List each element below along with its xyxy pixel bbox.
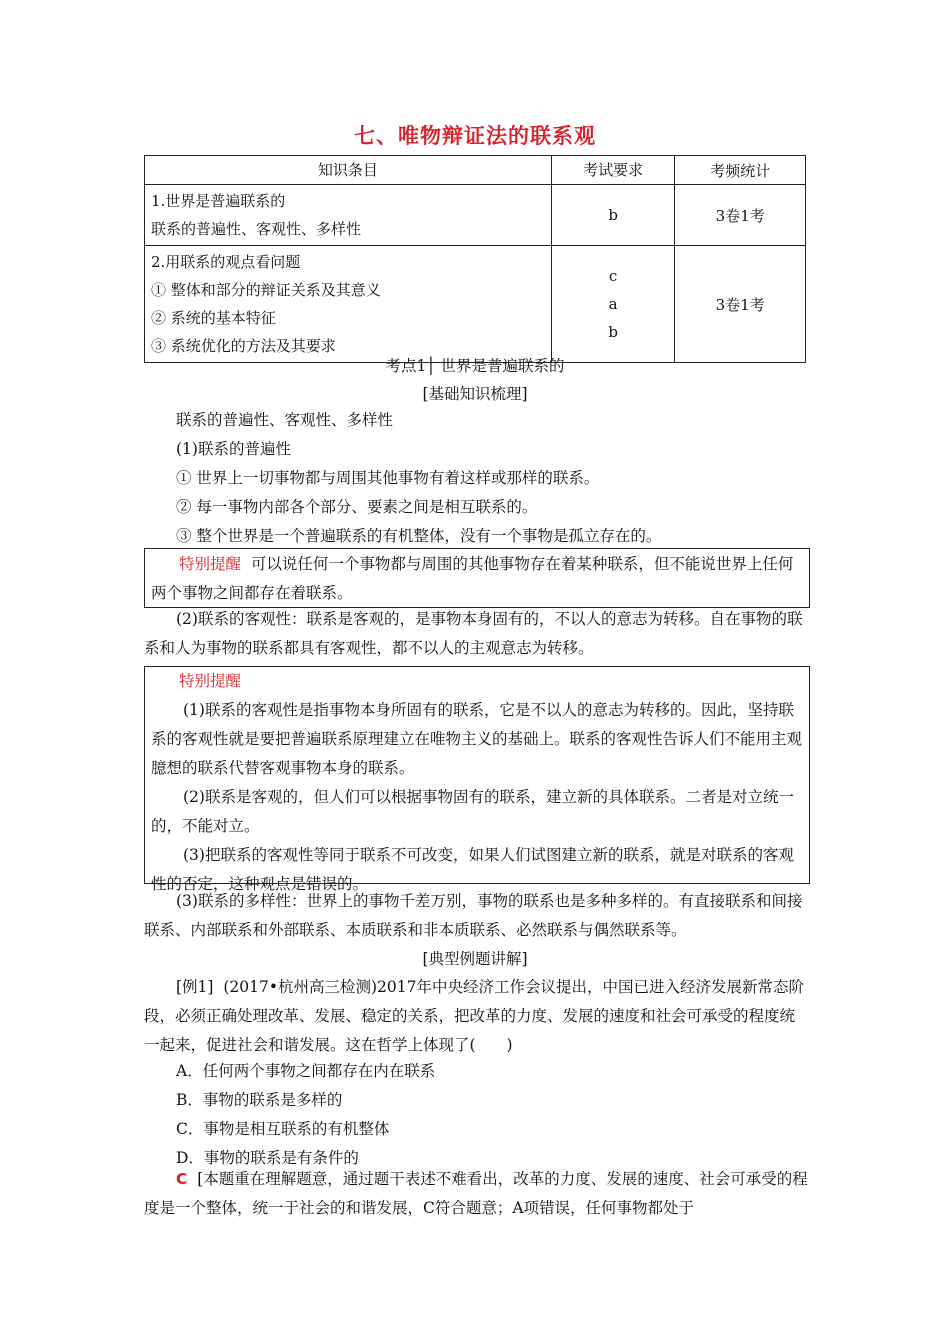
examples-heading: [典型例题讲解]: [422, 950, 528, 968]
example-question: [144, 973, 810, 1060]
explanation-text: [本题重在理解题意，通过题干表述不难看出，改革的力度、发展的速度、社会可承受的程度是一个整体，统一于社会的和谐发展，C符合题意；A项错误，任何事物都处于: [144, 1170, 808, 1217]
diversity-paragraph: (3)联系的多样性：世界上的事物千差万别，事物的联系也是多种多样的。有直接联系和间接联系、内部联系和外部联系、本质联系和非本质联系、必然联系与偶然联系等。: [144, 892, 803, 939]
special-reminder-box: [144, 548, 810, 608]
reminder-point: (1)联系的客观性是指事物本身所固有的联系，它是不以人的意志为转移的。因此，坚持联系的客观性就是要把普遍联系原理建立在唯物主义的基础上。联系的客观性告诉人们不能用主观臆想的联系代替客观事物本身的联系。: [151, 701, 803, 777]
table-item: ② 系统的基本特征: [151, 309, 276, 327]
reminder-point: (3)把联系的客观性等同于联系不可改变，如果人们试图建立新的联系，就是对联系的客观性的否定，这种观点是错误的。: [151, 846, 794, 893]
section-subheading: [基础知识梳理]: [422, 385, 528, 403]
table-item: 2.用联系的观点看问题: [151, 253, 301, 271]
table-cell-frequency: 3卷1考: [675, 246, 806, 363]
table-cell-items: [145, 185, 552, 246]
table-cell-items: [145, 246, 552, 363]
table-requirement: c: [608, 267, 618, 285]
answer-mark: C: [176, 1170, 188, 1188]
table-item: ③ 系统优化的方法及其要求: [151, 337, 336, 355]
table-requirement: b: [608, 323, 618, 341]
universality-point: ③ 整个世界是一个普遍联系的有机整体，没有一个事物是孤立存在的。: [176, 527, 662, 545]
knowledge-table: [144, 155, 806, 363]
reminder-label: 特别提醒: [179, 555, 242, 573]
table-item: 联系的普遍性、客观性、多样性: [151, 220, 362, 238]
table-requirement: b: [608, 206, 618, 224]
universality-title: (1)联系的普遍性: [176, 440, 291, 458]
option-a: A．任何两个事物之间都存在内在联系: [176, 1062, 436, 1080]
option-d: D．事物的联系是有条件的: [176, 1149, 359, 1167]
table-header: 考频统计: [675, 156, 806, 185]
intro-line: 联系的普遍性、客观性、多样性: [176, 411, 394, 429]
table-cell-frequency: 3卷1考: [675, 185, 806, 246]
example-label: [例1]: [176, 978, 214, 996]
universality-point: ② 每一事物内部各个部分、要素之间是相互联系的。: [176, 498, 538, 516]
example-source: (2017•杭州高三检测): [223, 978, 378, 996]
option-b: B．事物的联系是多样的: [176, 1091, 343, 1109]
table-requirement: a: [608, 295, 618, 313]
question-text: 2017年中央经济工作会议提出，中国已进入经济发展新常态阶段，必须正确处理改革、发展、稳定的关系，把改革的力度、发展的速度和社会可承受的程度统一起来，促进社会和谐发展。这在哲学上体现了( ): [144, 978, 804, 1054]
table-header: 考试要求: [551, 156, 675, 185]
table-row: [145, 246, 806, 363]
reminder-point: (2)联系是客观的，但人们可以根据事物固有的联系，建立新的具体联系。二者是对立统一的，不能对立。: [151, 788, 794, 835]
reminder-label: 特别提醒: [179, 672, 242, 690]
table-row: [145, 185, 806, 246]
table-cell-requirement: [551, 185, 675, 246]
table-item: ① 整体和部分的辩证关系及其意义: [151, 281, 381, 299]
objectivity-paragraph: (2)联系的客观性：联系是客观的，是事物本身固有的，不以人的意志为转移。自在事物的联系和人为事物的联系都具有客观性，都不以人的主观意志为转移。: [144, 610, 803, 657]
table-header: 知识条目: [145, 156, 552, 185]
answer-explanation: [144, 1165, 810, 1223]
option-c: C．事物是相互联系的有机整体: [176, 1120, 390, 1138]
table-cell-requirement: [551, 246, 675, 363]
universality-point: ① 世界上一切事物都与周围其他事物有着这样或那样的联系。: [176, 469, 600, 487]
page-title: 七、唯物辩证法的联系观: [354, 124, 596, 148]
table-header-row: [145, 156, 806, 185]
table-item: 1.世界是普遍联系的: [151, 192, 286, 210]
section-heading: 考点1│ 世界是普遍联系的: [385, 357, 565, 375]
reminder-text: 可以说任何一个事物都与周围的其他事物存在着某种联系，但不能说世界上任何两个事物之间都存在着联系。: [151, 555, 794, 602]
special-reminder-box: [144, 666, 810, 893]
